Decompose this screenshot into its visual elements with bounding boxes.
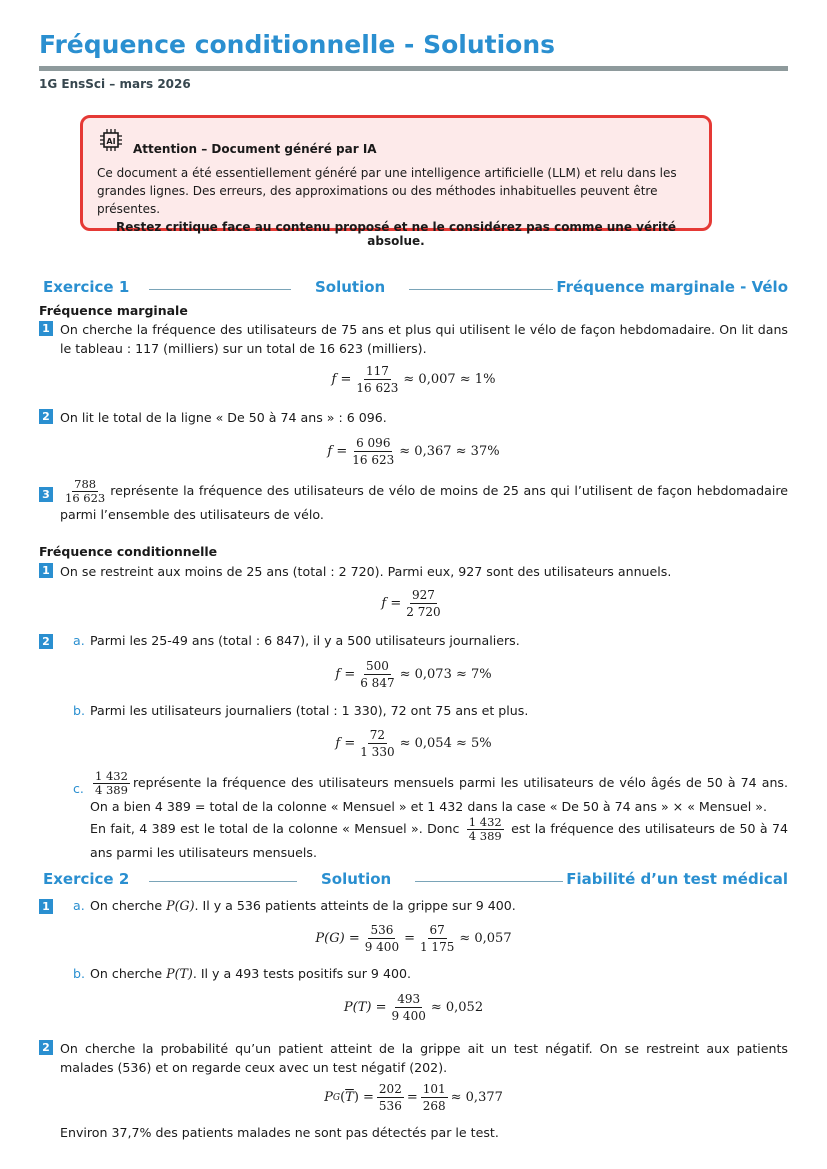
subquestion-b (73, 966, 788, 981)
fraction-denominator: 4 389 (95, 783, 128, 797)
fraction-numerator: 788 (74, 477, 97, 491)
subquestion-letter: b. (73, 966, 85, 981)
conclusion-text: Environ 37,7% des patients malades ne sont pas détectés par le test. (60, 1125, 499, 1140)
page-title: Fréquence conditionnelle - Solutions (39, 30, 555, 59)
question-2 (39, 408, 788, 427)
warning-title: Attention – Document généré par IA (133, 142, 377, 156)
question-1 (39, 320, 788, 358)
formula: P(G) = $\frac{536}{9 400}$ = $\frac{67}{1 175}$ ≈ 0,057 (315, 923, 512, 954)
question-text: On lit le total de la ligne « De 50 à 74 ans » : 6 096. (60, 410, 387, 425)
fraction-numerator: 101 (422, 1082, 446, 1096)
fraction-numerator: 500 (365, 659, 389, 673)
formula (0, 364, 827, 395)
subquestion-text: Parmi les 25-49 ans (total : 6 847), il y a 500 utilisateurs journaliers. (90, 633, 520, 648)
exercise-label: Exercice 2 (43, 870, 130, 888)
subquestion-text: En fait, 4 389 est le total de la colonne « Mensuel ». Donc (90, 821, 460, 836)
exercise-topic: Fréquence marginale - Vélo (556, 278, 788, 296)
question-text (60, 478, 788, 524)
formula-eq: = (390, 596, 402, 611)
subquestion-b (73, 703, 788, 718)
subquestion-letter: a. (73, 633, 85, 648)
formula-lhs: f (331, 372, 337, 387)
formula (0, 588, 827, 619)
subquestion-text: . Il y a 493 tests positifs sur 9 400. (192, 966, 411, 981)
formula-result: ≈ 0,057 (459, 931, 512, 946)
formula-eq: = (340, 372, 352, 387)
formula-result: ≈ 0,054 ≈ 5% (399, 736, 492, 751)
fraction-denominator: 16 623 (352, 453, 395, 467)
question-text: On cherche la fréquence des utilisateurs de 75 ans et plus qui utilisent le vélo de façon hebdomadaire. On lit dans le tableau : 117 (milliers) sur un total de 16 623 (milliers). (60, 322, 788, 356)
exercise-2-header (39, 870, 788, 892)
formula: P(T) = $\frac{493}{9 400}$ ≈ 0,052 (343, 992, 484, 1023)
fraction (467, 816, 504, 843)
header-rule (415, 881, 563, 882)
formula-lhs: f (335, 667, 341, 682)
subquestion-text: On cherche (90, 898, 167, 913)
question-number: 2 (39, 409, 53, 424)
svg-text:AI: AI (106, 137, 116, 146)
subquestion-c (73, 770, 788, 862)
question-number: 1 (39, 899, 53, 914)
fraction-denominator: 536 (378, 1099, 402, 1113)
subquestion-a (73, 633, 788, 648)
question-number: 1 (39, 321, 53, 336)
formula-eq: = (344, 736, 356, 751)
formula-result: ≈ 0,007 ≈ 1% (403, 372, 496, 387)
question-number: 2 (39, 1040, 53, 1055)
fraction (93, 770, 130, 797)
section-heading: Fréquence conditionnelle (39, 544, 218, 559)
exercise-label: Exercice 1 (43, 278, 130, 296)
subquestion-letter: a. (73, 898, 85, 913)
formula-lhs: f (335, 736, 341, 751)
fraction-denominator: 16 623 (356, 381, 399, 395)
formula-result: ≈ 0,052 (430, 1000, 484, 1015)
subquestion-text: On cherche (90, 966, 167, 981)
formula-result: ≈ 0,367 ≈ 37% (399, 444, 500, 459)
fraction-numerator: 117 (365, 364, 389, 378)
fraction-numerator: 6 096 (356, 436, 391, 450)
formula (0, 728, 827, 759)
fraction (354, 364, 400, 395)
fraction (404, 588, 442, 619)
fraction-numerator: 202 (378, 1082, 402, 1096)
conditional-question-1 (39, 562, 788, 581)
question-text: On cherche la probabilité qu’un patient atteint de la grippe ait un test négatif. On se restreint aux patients malades (536) et on regarde ceux avec un test négatif (202). (60, 1041, 788, 1075)
exercise-center-label: Solution (321, 870, 392, 888)
subquestion-text: Parmi les utilisateurs journaliers (total : 1 330), 72 ont 75 ans et plus. (90, 703, 529, 718)
fraction (350, 436, 396, 467)
ex2-question-2 (39, 1039, 788, 1077)
ai-warning-box (80, 115, 712, 248)
question-number: 3 (39, 487, 53, 502)
fraction (418, 923, 456, 954)
fraction-denominator: 1 330 (360, 745, 395, 759)
formula (0, 436, 827, 467)
fraction-numerator: 1 432 (468, 815, 502, 829)
exercise-1-header (39, 278, 788, 300)
formula-argument: $\overline{T}$ (345, 1090, 354, 1105)
question-text-body: représente la fréquence des utilisateurs de vélo de moins de 25 ans qui l’utilisent de façon hebdomadaire parmi l’ensemble des utilisateurs de vélo. (60, 483, 788, 522)
exercise-topic: Fiabilité d’un test médical (566, 870, 788, 888)
formula-result: ≈ 0,073 ≈ 7% (399, 667, 492, 682)
formula-lhs: P (324, 1090, 333, 1105)
header-rule (409, 289, 553, 290)
warning-strong-text: Restez critique face au contenu proposé et ne le considérez pas comme une vérité absolue. (115, 220, 677, 248)
fraction-numerator: 72 (369, 728, 386, 742)
subquestion-text: . Il y a 536 patients atteints de la grippe sur 9 400. (194, 898, 516, 913)
fraction-denominator: 1 175 (419, 940, 455, 954)
formula: P G ( $\overline{T}$ ) = $\frac{202}{536}$ = $\frac{101}{268}$ ≈ 0,377 (324, 1082, 503, 1113)
question-number: 1 (39, 563, 53, 578)
formula-lhs: P(G) (315, 931, 345, 946)
fraction-denominator: 4 389 (468, 829, 502, 843)
fraction-denominator: 2 720 (406, 605, 441, 619)
fraction-numerator: 67 (429, 923, 445, 937)
formula-lhs: f (381, 596, 387, 611)
fraction (358, 728, 396, 759)
fraction-numerator: 927 (411, 588, 435, 602)
warning-text: Ce document a été essentiellement généré par une intelligence artificielle (LLM) et relu dans les grandes lignes. Des erreurs, des approximations ou des méthodes inhabituelles peuvent être présentes. (97, 166, 677, 216)
math-symbol: P(G) (166, 898, 195, 913)
fraction-denominator: 9 400 (391, 1009, 426, 1023)
question-text: On se restreint aux moins de 25 ans (total : 2 720). Parmi eux, 927 sont des utilisateurs annuels. (60, 564, 672, 579)
formula-eq: = (336, 444, 348, 459)
fraction-denominator: 268 (422, 1099, 446, 1113)
header-rule (149, 881, 297, 882)
section-heading: Fréquence marginale (39, 303, 188, 318)
fraction-numerator: 536 (370, 923, 394, 937)
fraction (363, 923, 401, 954)
subquestion-letter: c. (73, 781, 84, 796)
fraction-denominator: 16 623 (65, 491, 106, 505)
subquestion-letter: b. (73, 703, 85, 718)
formula-result: ≈ 0,377 (450, 1090, 503, 1105)
subquestion-a (73, 898, 788, 913)
subquestion-text: est la fréquence des utilisateurs de 50 à 74 ans parmi les utilisateurs mensuels. (90, 821, 788, 860)
header-rule (149, 289, 291, 290)
fraction (63, 478, 107, 505)
formula-lhs: f (327, 444, 333, 459)
formula-subscript: G (332, 1092, 341, 1103)
exercise-center-label: Solution (315, 278, 386, 296)
fraction-numerator: 1 432 (95, 769, 128, 783)
subquestion-text: représente la fréquence des utilisateurs mensuels parmi les utilisateurs de vélo âgés de 50 à 74 ans. On a bien 4 389 = total de la colonne « Mensuel » et 1 432 dans la case « De 50 à 74 ans » × « Mensuel ». (90, 775, 788, 814)
fraction-numerator: 493 (397, 992, 421, 1006)
fraction-denominator: 9 400 (364, 940, 400, 954)
question-number: 2 (39, 634, 53, 649)
fraction (421, 1082, 448, 1113)
title-underline (39, 66, 788, 71)
formula-eq: = (344, 667, 356, 682)
formula-lhs: P(T) (343, 1000, 372, 1015)
page-subtitle: 1G EnsSci – mars 2026 (39, 77, 191, 91)
question-3 (39, 478, 788, 524)
math-symbol: P(T) (166, 966, 193, 981)
fraction (389, 992, 427, 1023)
fraction-denominator: 6 847 (360, 676, 395, 690)
formula (0, 659, 827, 690)
ai-chip-icon (97, 128, 127, 156)
fraction (377, 1082, 404, 1113)
fraction (358, 659, 396, 690)
